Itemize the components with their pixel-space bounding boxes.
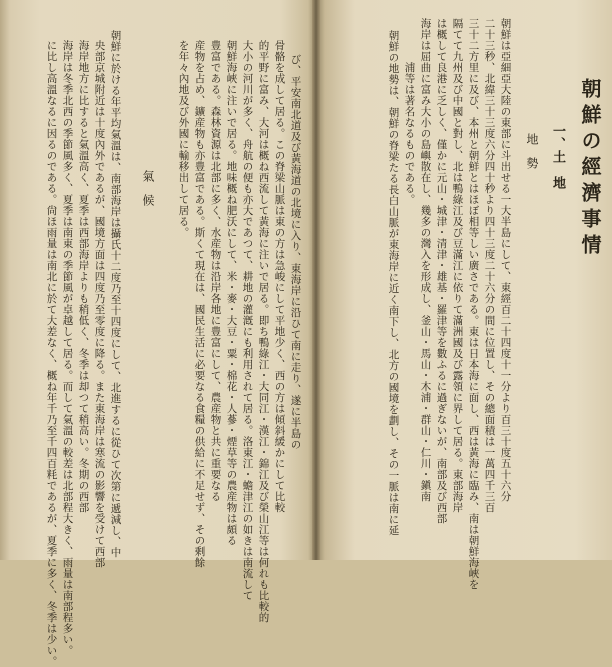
- right-column-3: 三十二方里に及び、本州と朝鮮とはほぼ相等しい廣さである。東は日本海に面し、西は黃海に臨み、南は朝鮮海峽を: [467, 18, 480, 590]
- left-column-11: 海岸地方に比すると氣溫高く、夏季は西部海岸よりも稍低く、冬季は却つて稍高い。冬期の西部: [77, 40, 90, 513]
- left-column-4: 大小の河川が多く、舟航の便も亦大であつて、耕地の灌漑にも利用されて居る。洛東江・蟾津江の如きは南流して: [241, 40, 254, 601]
- left-column-8: を年々內地及び外國に輸移出して居る。: [177, 40, 190, 238]
- right-column-6: 海岸は屈曲に富み大小の島嶼散在し、幾多の灣入を形成し、釜山・馬山・木浦・群山・仁川・鎭南: [419, 18, 432, 502]
- climate-heading: 氣 候: [141, 170, 155, 206]
- right-column-8: 朝鮮の地勢は、朝鮮の脊梁たる長白山脈が東海岸に近く南下し、北方の國境を劃し、その一脈は南に延: [387, 30, 400, 536]
- left-column-5: 朝鮮海峽に注いで居る。地味概ね肥沃にして、米・麥・大豆・粟・棉花・人蔘・煙草等の農産物は頗る: [225, 40, 238, 546]
- left-column-10: 央部京城附近は十度內外であるが、國境方面は四度乃至零度に降る。また東海岸は寒流の影響を受けて西部: [93, 40, 106, 568]
- left-column-2: 骨骼を成して居る。この脊梁山脈は東の方は急峻にして平地少く、西の方は傾斜緩かにして比較: [273, 40, 286, 513]
- right-column-1: 朝鮮は亞細亞大陸の東部に斗出せる一大半島にして、東經百二十四度十一分より百三十度五十六分: [499, 18, 512, 502]
- book-title: 朝鮮の經濟事情: [578, 78, 602, 260]
- section-heading: 一、土 地: [550, 124, 565, 189]
- left-column-6: 豊富である。森林資源は北部に多く、水産物は沿岸各地に豊富にして、農産物と共に重要なる: [209, 40, 222, 502]
- left-column-3: 的平野に富み、大河は概ね西流して黃海に注いで居る。即ち鴨綠江・大同江・漢江・錦江及び榮山江等は何れも比較的: [257, 40, 270, 623]
- book-gutter: [312, 0, 320, 560]
- right-column-2: 二十三秒、北緯三十三度六分四十秒より四十三度二十六分の間に位置し、その總面積は一萬四千三百: [483, 18, 496, 513]
- section-subheading: 地 勢: [525, 133, 539, 169]
- right-column-7: 浦等は著名なるものである。: [403, 62, 416, 205]
- right-column-4: 隔てて九州及び中國と對し、北は鴨綠江及び豆滿江に依りて滿洲國及び露領に界して居る。東部海岸: [451, 18, 464, 513]
- left-column-12: 海岸は冬季北西の季節風多く、夏季は南東の季節風が卓越して居る。而して氣溫の較差は北部程大きく、雨量は南部程多い。: [61, 40, 74, 656]
- right-column-5: は概して良港に乏しく、僅かに元山・城津・清津・雄基・羅津等を數ふるに過ぎないが、南部及び西部: [435, 18, 448, 524]
- left-column-7: 産物を占め、鑛産物も亦豊富である。斯くて現在は、國民生活に必要なる食糧の供給に不足せず、その剩餘: [193, 40, 206, 568]
- right-page: [315, 0, 612, 560]
- left-column-1: び、平安南北道及び黃海道の北境に入り、東海岸に沿ひて南に走り、遂に半島の: [289, 54, 302, 450]
- left-column-13: に比し高溫なるに因るのである。尙ほ雨量は南北に於て大差なく、概ね年千乃至千四百粍であるが、夏季に多く、冬季は少い。: [45, 40, 58, 667]
- left-column-9: 朝鮮に於ける年平均氣溫は、南部海岸は攝氏十二度乃至十四度にして、北進するに從ひて次第に遞減し、中: [109, 30, 122, 558]
